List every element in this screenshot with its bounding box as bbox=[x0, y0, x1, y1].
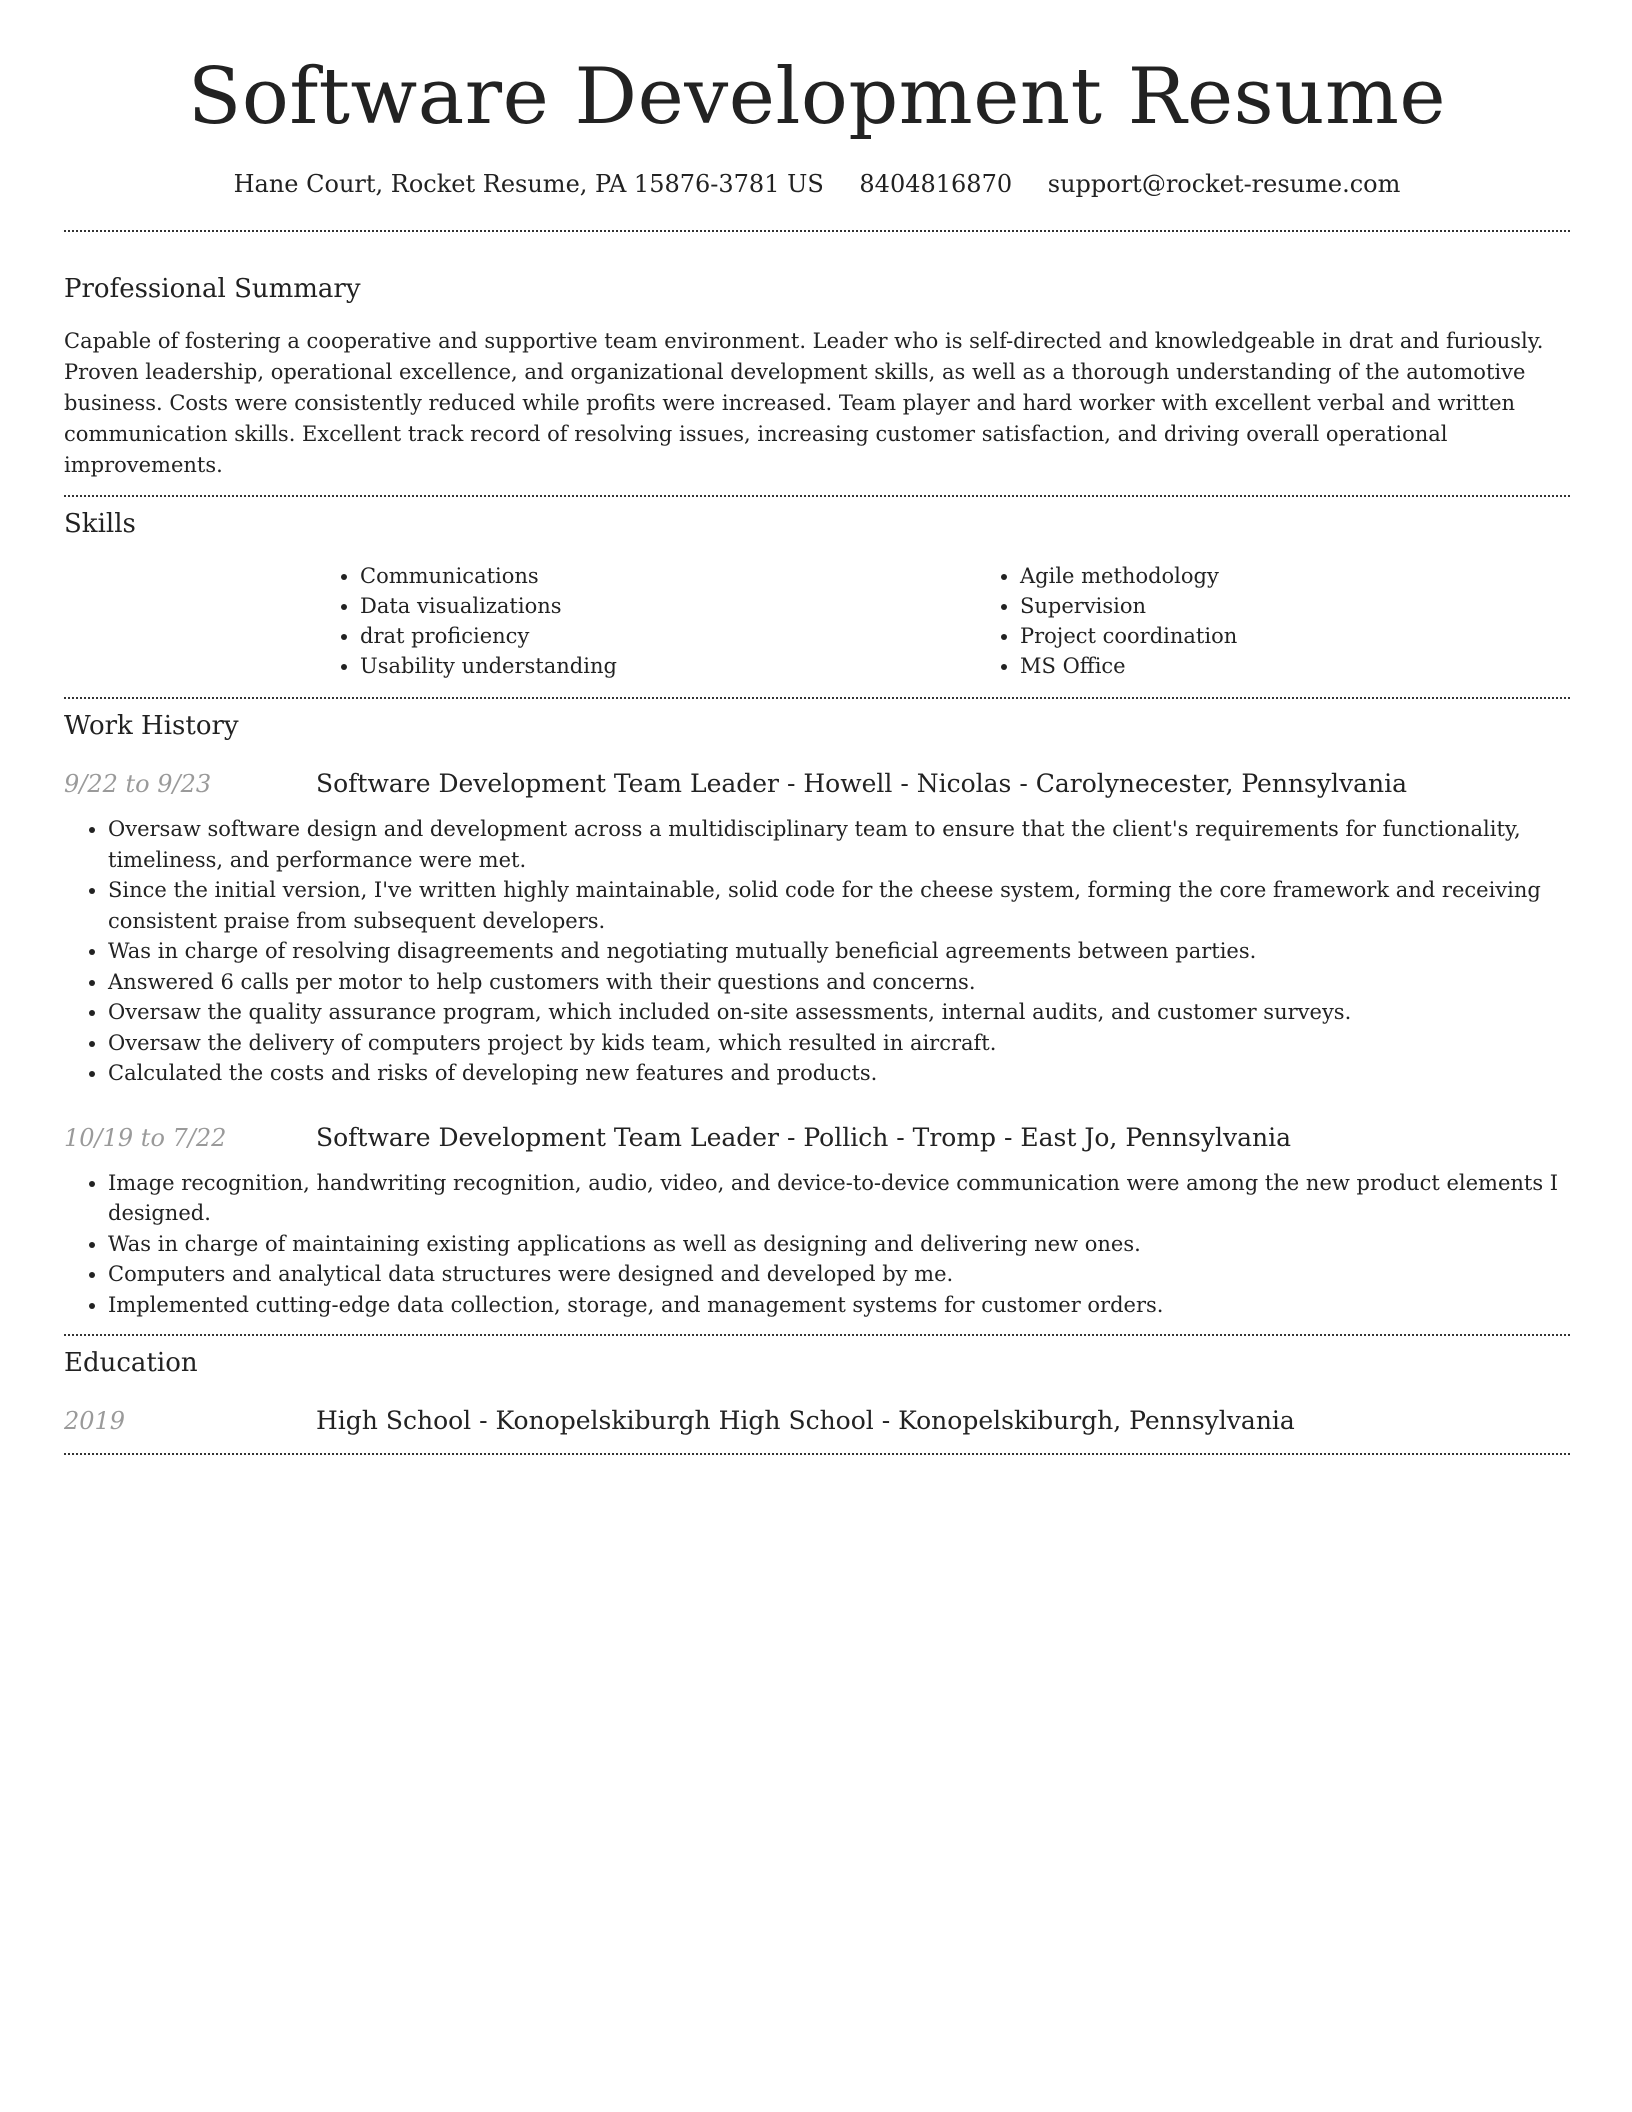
job-dates: 10/19 to 7/22 bbox=[64, 1123, 227, 1152]
job-header bbox=[64, 1123, 1570, 1152]
skills-column-left bbox=[316, 561, 976, 681]
work-history-heading: Work History bbox=[64, 711, 239, 741]
summary-text: Capable of fostering a cooperative and supportive team environment. Leader who is self-directed and knowledgeable in drat and furiously. Proven leadership, operational excellence, and organizational development skills, as well as a thorough understanding of the automotive business. Costs were consistently reduced while profits were increased. Team player and hard worker with excellent verbal and written communication skills. Excellent track record of resolving issues, increasing customer satisfaction, and driving overall operational improvements. bbox=[64, 329, 1544, 477]
job-bullet: • Oversaw software design and development across a multidisciplinary team to ensure that the client's requirements for functionality, timeliness, and performance were met. bbox=[108, 814, 1570, 875]
section-divider bbox=[64, 697, 1570, 699]
job-title: Software Development Team Leader - Howell - Nicolas - Carolynecester, Pennsylvania bbox=[316, 769, 1408, 798]
contact-address: Hane Court, Rocket Resume, PA 15876-3781 US bbox=[233, 170, 824, 198]
skill-item: • Data visualizations bbox=[360, 591, 976, 621]
skill-item: • drat proficiency bbox=[360, 621, 976, 651]
job-bullet: • Was in charge of resolving disagreements and negotiating mutually beneficial agreements between parties. bbox=[108, 936, 1570, 967]
skills-list bbox=[316, 561, 1570, 681]
job-bullet: • Oversaw the delivery of computers project by kids team, which resulted in aircraft. bbox=[108, 1028, 1570, 1059]
job-bullet: • Since the initial version, I've written highly maintainable, solid code for the cheese system, forming the core framework and receiving consistent praise from subsequent developers. bbox=[108, 875, 1570, 936]
job-bullet: • Answered 6 calls per motor to help customers with their questions and concerns. bbox=[108, 967, 1570, 998]
skills-column-right bbox=[976, 561, 1237, 681]
education-heading: Education bbox=[64, 1348, 198, 1378]
section-divider bbox=[64, 1453, 1570, 1455]
skills-section bbox=[64, 509, 1570, 681]
section-divider bbox=[64, 230, 1570, 232]
education-entry bbox=[64, 1406, 1570, 1435]
job-bullet: • Oversaw the quality assurance program, which included on-site assessments, internal audits, and customer surveys. bbox=[108, 997, 1570, 1028]
job-title: Software Development Team Leader - Pollich - Tromp - East Jo, Pennsylvania bbox=[316, 1122, 1291, 1152]
job-bullet: • Was in charge of maintaining existing applications as well as designing and delivering new ones. bbox=[108, 1229, 1570, 1260]
job-header bbox=[64, 769, 1570, 798]
work-history-section bbox=[64, 711, 1570, 1320]
education-year: 2019 bbox=[64, 1407, 126, 1435]
skill-item: • Supervision bbox=[1020, 591, 1237, 621]
job-bullets bbox=[64, 1168, 1570, 1321]
skill-item: • MS Office bbox=[1020, 651, 1237, 681]
skill-item: • Agile methodology bbox=[1020, 561, 1237, 591]
job-entry bbox=[64, 769, 1570, 1089]
skill-item: • Communications bbox=[360, 561, 976, 591]
summary-section bbox=[64, 274, 1570, 481]
job-bullet: • Calculated the costs and risks of developing new features and products. bbox=[108, 1058, 1570, 1089]
job-dates: 9/22 to 9/23 bbox=[64, 770, 212, 798]
resume-title: Software Development Resume bbox=[187, 52, 1447, 142]
skills-heading: Skills bbox=[64, 509, 136, 539]
job-entry bbox=[64, 1123, 1570, 1321]
job-bullet: • Computers and analytical data structures were designed and developed by me. bbox=[108, 1259, 1570, 1290]
skill-item: • Usability understanding bbox=[360, 651, 976, 681]
summary-heading: Professional Summary bbox=[64, 274, 361, 304]
education-title: High School - Konopelskiburgh High School - Konopelskiburgh, Pennsylvania bbox=[316, 1406, 1295, 1435]
section-divider bbox=[64, 495, 1570, 497]
contact-phone: 8404816870 bbox=[859, 170, 1013, 198]
contact-email: support@rocket-resume.com bbox=[1047, 170, 1401, 198]
job-bullets bbox=[64, 814, 1570, 1089]
contact-line bbox=[64, 170, 1570, 198]
job-bullet: • Implemented cutting-edge data collection, storage, and management systems for customer orders. bbox=[108, 1290, 1570, 1321]
education-section bbox=[64, 1348, 1570, 1435]
skill-item: • Project coordination bbox=[1020, 621, 1237, 651]
job-bullet: • Image recognition, handwriting recognition, audio, video, and device-to-device communication were among the new product elements I designed. bbox=[108, 1168, 1570, 1229]
section-divider bbox=[64, 1334, 1570, 1336]
